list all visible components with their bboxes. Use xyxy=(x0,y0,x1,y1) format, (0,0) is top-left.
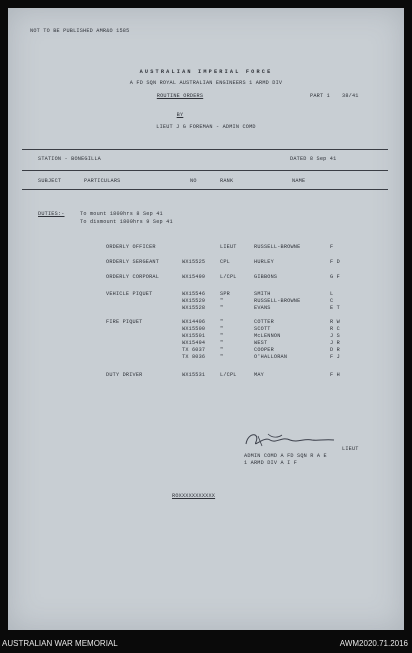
duty-rank: " xyxy=(220,326,224,332)
station-label: STATION - BONEGILLA xyxy=(38,156,101,162)
duty-name: WEST xyxy=(254,340,268,346)
divider-top xyxy=(22,149,388,150)
col-rank: RANK xyxy=(220,178,234,184)
duty-name: HURLEY xyxy=(254,259,274,265)
duties-dismount: To dismount 1800hrs 9 Sep 41 xyxy=(80,219,173,225)
duties-mount: To mount 1800hrs 8 Sep 41 xyxy=(80,211,163,217)
duty-rank: CPL xyxy=(220,259,230,265)
col-name: NAME xyxy=(292,178,306,184)
duty-initials: C xyxy=(330,298,334,304)
duty-service-no: WX15529 xyxy=(182,298,206,304)
duty-rank: L/CPL xyxy=(220,274,237,280)
duty-service-no: WX15501 xyxy=(182,333,206,339)
duty-rank: " xyxy=(220,305,224,311)
duty-initials: R W xyxy=(330,319,340,325)
duty-name: GIBBONS xyxy=(254,274,278,280)
header-line-1: AUSTRALIAN IMPERIAL FORCE xyxy=(139,69,273,75)
document-title: ROUTINE ORDERS xyxy=(156,93,204,99)
duty-rank: SPR xyxy=(220,291,230,297)
duty-service-no: WX15494 xyxy=(182,340,206,346)
duty-rank: " xyxy=(220,340,224,346)
archive-footer xyxy=(0,631,412,653)
duty-name: RUSSELL-BROWNE xyxy=(254,244,301,250)
duty-service-no: WX15531 xyxy=(182,372,206,378)
signature xyxy=(238,428,338,450)
duty-initials: F xyxy=(330,244,334,250)
duty-rank: L/CPL xyxy=(220,372,237,378)
author-line: LIEUT J G FOREMAN - ADMIN COMD xyxy=(156,124,256,130)
duty-role: ORDERLY SERGEANT xyxy=(106,259,160,265)
header-line-2: A FD SQN ROYAL AUSTRALIAN ENGINEERS 1 ARMD DIV xyxy=(129,80,283,86)
duty-role: ORDERLY OFFICER xyxy=(106,244,156,250)
duty-initials: J R xyxy=(330,340,340,346)
duty-role: DUTY DRIVER xyxy=(106,372,143,378)
duty-service-no: TX 6037 xyxy=(182,347,206,353)
duty-role: VEHICLE PIQUET xyxy=(106,291,153,297)
duty-rank: " xyxy=(220,298,224,304)
duty-initials: F J xyxy=(330,354,340,360)
duty-rank: " xyxy=(220,319,224,325)
duty-initials: J S xyxy=(330,333,340,339)
duty-service-no: WX15528 xyxy=(182,305,206,311)
duty-service-no: WX15525 xyxy=(182,259,206,265)
footer-mark: ROXXXXXXXXXXX xyxy=(172,493,216,499)
duty-role: ORDERLY CORPORAL xyxy=(106,274,160,280)
duty-name: SCOTT xyxy=(254,326,271,332)
duty-service-no: WX14406 xyxy=(182,319,206,325)
duty-name: McLENNON xyxy=(254,333,281,339)
col-subject: SUBJECT xyxy=(38,178,62,184)
divider-bottom xyxy=(22,189,388,190)
classification-line: NOT TO BE PUBLISHED AMR&O 1585 xyxy=(30,28,130,34)
duty-name: COOPER xyxy=(254,347,274,353)
archive-name: AUSTRALIAN WAR MEMORIAL xyxy=(2,639,118,648)
dated-label: DATED 8 Sep 41 xyxy=(290,156,337,162)
duty-role: FIRE PIQUET xyxy=(106,319,143,325)
duty-initials: L xyxy=(330,291,334,297)
duty-rank: " xyxy=(220,354,224,360)
signatory-line-2: 1 ARMD DIV A I F xyxy=(244,460,298,466)
duty-initials: F D xyxy=(330,259,340,265)
duty-initials: D R xyxy=(330,347,340,353)
duties-label: DUTIES:- xyxy=(38,211,65,217)
duty-name: EVANS xyxy=(254,305,271,311)
order-number: 38/41 xyxy=(342,93,359,99)
by-line: BY xyxy=(176,112,184,118)
signatory-line-1: ADMIN COMD A FD SQN R A E xyxy=(244,453,327,459)
duty-initials: F H xyxy=(330,372,340,378)
signatory-rank: LIEUT xyxy=(342,446,359,452)
duty-name: COTTER xyxy=(254,319,274,325)
col-no: NO xyxy=(190,178,197,184)
duty-service-no: TX 8036 xyxy=(182,354,206,360)
duty-service-no: WX15546 xyxy=(182,291,206,297)
archive-reference: AWM2020.71.2016 xyxy=(339,639,408,648)
part-number: PART 1 xyxy=(310,93,330,99)
duty-rank: " xyxy=(220,333,224,339)
duty-name: O'HALLORAN xyxy=(254,354,288,360)
duty-initials: R C xyxy=(330,326,340,332)
col-particulars: PARTICULARS xyxy=(84,178,121,184)
duty-initials: E T xyxy=(330,305,340,311)
duty-initials: G F xyxy=(330,274,340,280)
divider-mid xyxy=(22,170,388,171)
duty-service-no: WX15499 xyxy=(182,274,206,280)
duty-name: SMITH xyxy=(254,291,271,297)
duty-rank: LIEUT xyxy=(220,244,237,250)
duty-service-no: WX15500 xyxy=(182,326,206,332)
duty-name: MAY xyxy=(254,372,264,378)
duty-rank: " xyxy=(220,347,224,353)
duty-name: RUSSELL-BROWNE xyxy=(254,298,301,304)
document-page xyxy=(8,8,404,630)
